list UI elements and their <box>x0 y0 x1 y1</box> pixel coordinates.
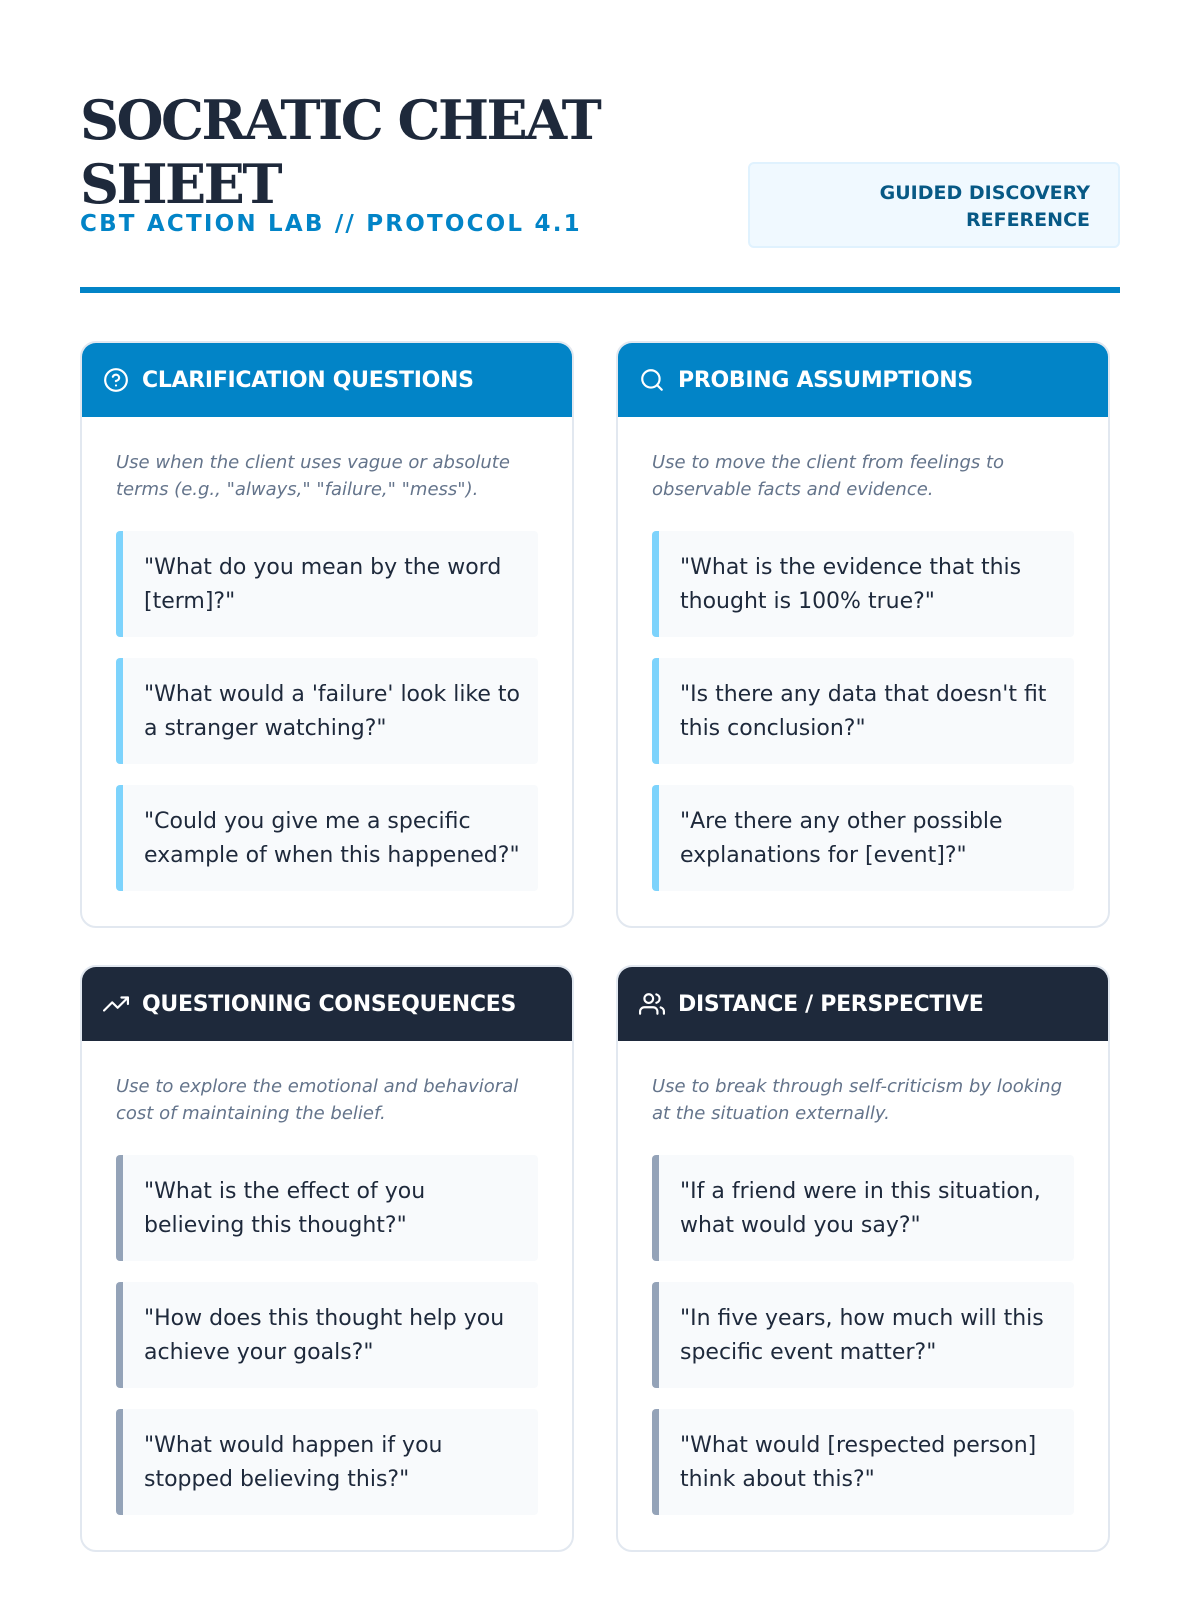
trending-up-icon <box>102 990 130 1018</box>
card-header <box>82 967 572 1041</box>
badge-line-1: GUIDED DISCOVERY <box>879 182 1090 204</box>
reference-badge <box>748 162 1120 248</box>
question-item: "Are there any other possible explanations for [event]?" <box>652 785 1074 891</box>
question-item: "What do you mean by the word [term]?" <box>116 531 538 637</box>
card-header <box>82 343 572 417</box>
card-title: DISTANCE / PERSPECTIVE <box>678 991 984 1017</box>
users-icon <box>638 990 666 1018</box>
question-item: "What is the effect of you believing this thought?" <box>116 1155 538 1261</box>
question-item: "What is the evidence that this thought is 100% true?" <box>652 531 1074 637</box>
question-item: "What would happen if you stopped believing this?" <box>116 1409 538 1515</box>
card-description: Use when the client uses vague or absolute terms (e.g., "always," "failure," "mess"). <box>116 452 510 500</box>
page-subtitle: CBT ACTION LAB // PROTOCOL 4.1 <box>80 211 582 237</box>
question-item: "How does this thought help you achieve your goals?" <box>116 1282 538 1388</box>
question-item: "What would a 'failure' look like to a stranger watching?" <box>116 658 538 764</box>
card-title: PROBING ASSUMPTIONS <box>678 367 973 393</box>
card-header <box>618 343 1108 417</box>
question-item: "Could you give me a specific example of when this happened?" <box>116 785 538 891</box>
page-header <box>80 88 1120 248</box>
header-divider <box>80 287 1120 293</box>
card-title: QUESTIONING CONSEQUENCES <box>142 991 517 1017</box>
card-title: CLARIFICATION QUESTIONS <box>142 367 474 393</box>
question-item: "What would [respected person] think about this?" <box>652 1409 1074 1515</box>
card-clarification <box>80 341 574 928</box>
question-item: "Is there any data that doesn't fit this conclusion?" <box>652 658 1074 764</box>
card-description: Use to break through self-criticism by looking at the situation externally. <box>652 1076 1063 1124</box>
badge-line-2: REFERENCE <box>965 209 1090 231</box>
card-probing-assumptions <box>616 341 1110 928</box>
question-item: "If a friend were in this situation, what would you say?" <box>652 1155 1074 1261</box>
card-description: Use to move the client from feelings to observable facts and evidence. <box>652 452 1005 500</box>
card-distance-perspective <box>616 965 1110 1552</box>
help-circle-icon <box>102 366 130 394</box>
card-description: Use to explore the emotional and behavioral cost of maintaining the belief. <box>116 1076 519 1124</box>
card-header <box>618 967 1108 1041</box>
search-icon <box>638 366 666 394</box>
page-title: SOCRATIC CHEAT SHEET <box>80 88 600 216</box>
card-questioning-consequences <box>80 965 574 1552</box>
question-item: "In five years, how much will this specific event matter?" <box>652 1282 1074 1388</box>
